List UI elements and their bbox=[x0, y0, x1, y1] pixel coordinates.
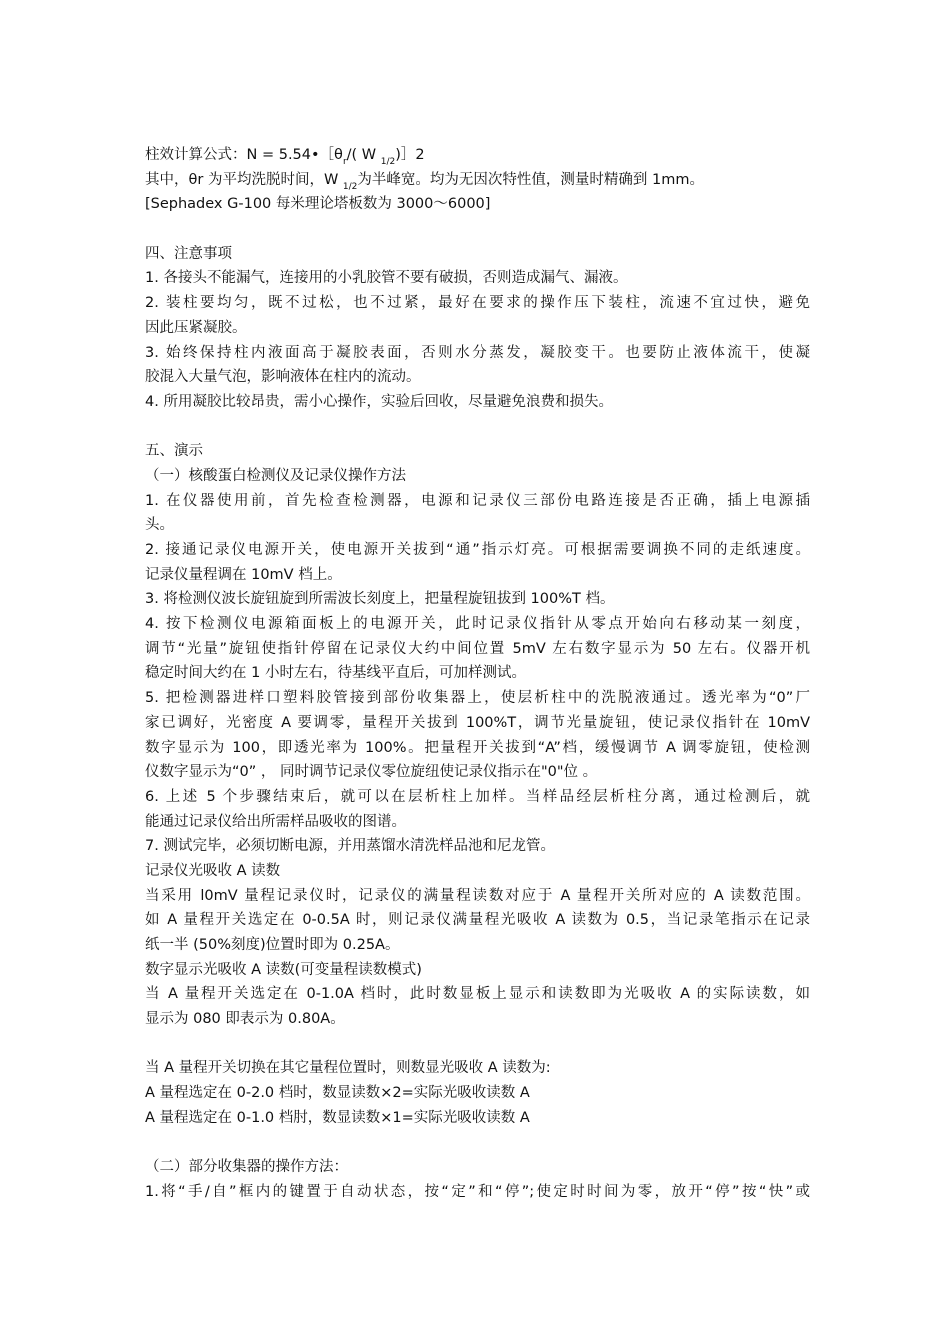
paragraph-line: 调节“光量”旋钮使指针停留在记录仪大约中间位置 5mV 左右数字显示为 50 左右。仪器开机 bbox=[145, 640, 810, 657]
subsection-heading: （一）核酸蛋白检测仪及记录仪操作方法 bbox=[145, 467, 406, 484]
formula-explanation: 其中，θr 为平均洗脱时间，W $_{1/2}$为半峰宽。均为无因次特性值，测量时精确到 1mm。 bbox=[145, 171, 704, 192]
paragraph-line: 纸一半 (50%刻度)位置时即为 0.25A。 bbox=[145, 937, 400, 953]
paragraph-line: 当采用 l0mV 量程记录仪时，记录仪的满量程读数对应于 A 量程开关所对应的 A 读数范围。 bbox=[145, 887, 810, 904]
paragraph-line: 4. 所用凝胶比较昂贵，需小心操作，实验后回收，尽量避免浪费和损失。 bbox=[145, 393, 613, 410]
paragraph-line: 1. 各接头不能漏气，连接用的小乳胶管不要有破损，否则造成漏气、漏液。 bbox=[145, 270, 628, 287]
paragraph-line: 如 A 量程开关选定在 0-0.5A 时，则记录仪满量程光吸收 A 读数为 0.5，当记录笔指示在记录 bbox=[145, 912, 810, 929]
paragraph-line: 1.将“手/自”框内的键置于自动状态，按“定”和“停”;使定时时间为零，放开“停”按“快”或 bbox=[145, 1183, 810, 1200]
paragraph-line: 能通过记录仪给出所需样品吸收的图谱。 bbox=[145, 813, 406, 830]
formula-line: 柱效计算公式：$N = 5.54•[\theta_r/$( W $_{1/2}$)］2 bbox=[145, 147, 425, 167]
paragraph-line: 数字显示为 100，即透光率为 100%。把量程开关拔到“A”档，缓慢调节 A 调零旋钮，使检测 bbox=[145, 739, 810, 756]
paragraph-line: 数字显示光吸收 A 读数(可变量程读数模式) bbox=[145, 961, 422, 978]
paragraph-line: 显示为 080 即表示为 0.80A。 bbox=[145, 1011, 345, 1028]
paragraph-line: 2. 装柱要均匀，既不过松，也不过紧，最好在要求的操作压下装柱，流速不宜过快，避免 bbox=[145, 295, 810, 312]
paragraph-line: 记录仪光吸收 A 读数 bbox=[145, 862, 281, 879]
paragraph-line: 5. 把检测器进样口塑料胶管接到部份收集器上，使层析柱中的洗脱液通过。透光率为“0”厂 bbox=[145, 690, 810, 707]
paragraph-line: 4. 按下检测仪电源箱面板上的电源开关，此时记录仪指针从零点开始向右移动某一刻度， bbox=[145, 616, 810, 633]
paragraph-line: 3. 始终保持柱内液面高于凝胶表面，否则水分蒸发，凝胶变干。也要防止液体流干，使凝 bbox=[145, 344, 810, 361]
paragraph-line: 记录仪量程调在 10mV 档上。 bbox=[145, 566, 342, 583]
section-5-heading: 五、演示 bbox=[145, 443, 203, 460]
paragraph-line: 6. 上述 5 个步骤结束后，就可以在层析柱上加样。当样品经层析柱分离，通过检测后，就 bbox=[145, 788, 810, 805]
paragraph-line: A 量程选定在 0-1.0 档肘，数显读数×1=实际光吸收读数 A bbox=[145, 1109, 530, 1126]
paragraph-line: 2. 接通记录仪电源开关，使电源开关拔到“通”指示灯亮。可根据需要调换不同的走纸速度。 bbox=[145, 542, 810, 558]
paragraph-line: 头。 bbox=[145, 517, 174, 534]
paragraph-line: 7. 测试完毕，必须切断电源，并用蒸馏水清洗样品池和尼龙管。 bbox=[145, 838, 555, 855]
section-4-heading: 四、注意事项 bbox=[145, 245, 232, 262]
document-page bbox=[145, 143, 810, 1205]
paragraph-line: 当 A 量程开关选定在 0-1.0A 档时，此时数显板上显示和读数即为光吸收 A 的实际读数，如 bbox=[145, 986, 810, 1003]
paragraph-line: 1. 在仪器使用前，首先检查检测器，电源和记录仪三部份电路连接是否正确，插上电源插 bbox=[145, 492, 810, 509]
sephadex-note: [Sephadex G-100 每米理论塔板数为 3000～6000] bbox=[145, 196, 491, 213]
paragraph-line: 稳定时间大约在 1 小时左右，待基线平直后，可加样测试。 bbox=[145, 665, 526, 682]
paragraph-line: 当 A 量程开关切换在其它量程位置时，则数显光吸收 A 读数为: bbox=[145, 1060, 551, 1077]
paragraph-line: 3. 将检测仪波长旋钮旋到所需波长刻度上，把量程旋钮拔到 100%T 档。 bbox=[145, 591, 615, 608]
paragraph-line: 因此压紧凝胶。 bbox=[145, 319, 247, 336]
paragraph-line: 胶混入大量气泡，影响液体在柱内的流动。 bbox=[145, 369, 421, 386]
subsection-heading: （二）部分收集器的操作方法： bbox=[145, 1159, 348, 1176]
paragraph-line: 家已调好，光密度 A 要调零，量程开关拔到 100%T，调节光量旋钮，使记录仪指针在 10mV bbox=[145, 714, 810, 731]
paragraph-line: A 量程选定在 0-2.0 档时，数显读数×2=实际光吸收读数 A bbox=[145, 1085, 530, 1102]
paragraph-line: 仪数字显示为“0” ， 同时调节记录仪零位旋纽使记录仪指示在"0"位 。 bbox=[145, 764, 598, 781]
